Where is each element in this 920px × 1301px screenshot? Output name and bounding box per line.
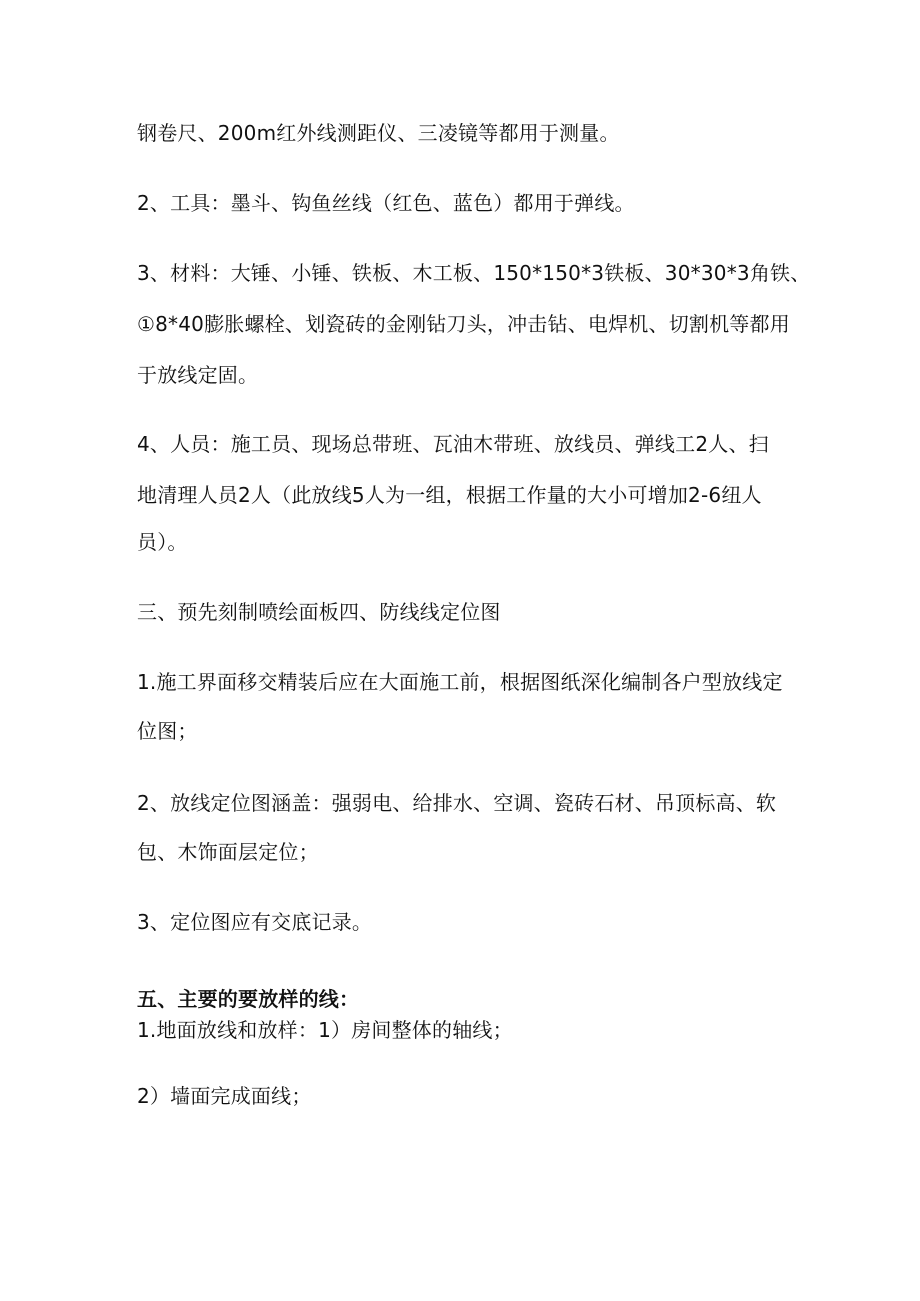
text-line-wall-finish-line: 2）墙面完成面线； [137,1084,312,1108]
text-line-materials: 3、材料：大锤、小锤、铁板、木工板、150*150*3铁板、30*30*3角铁、 [137,261,811,285]
text-line-positioning-map-item-2: 2、放线定位图涵盖：强弱电、给排水、空调、瓷砖石材、吊顶标高、软 [137,791,777,815]
text-line-positioning-map-item-1-end: 位图； [137,719,198,743]
text-line-positioning-map-item-3: 3、定位图应有交底记录。 [137,910,373,934]
text-line-positioning-map-item-1: 1.施工界面移交精装后应在大面施工前，根据图纸深化编制各户型放线定 [137,670,783,694]
text-line-positioning-map-item-2-end: 包、木饰面层定位； [137,840,319,864]
section-heading-main-lines: 五、主要的要放样的线： [137,987,360,1011]
text-line-personnel-continued: 地清理人员2人（此放线5人为一组，根据工作量的大小可增加2-6纽人 [137,483,762,507]
text-line-floor-layout: 1.地面放线和放样：1）房间整体的轴线； [137,1018,513,1042]
text-line-materials-end: 于放线定固。 [137,363,259,387]
text-line-personnel-end: 员）。 [137,530,188,554]
text-line-personnel: 4、人员：施工员、现场总带班、瓦油木带班、放线员、弹线工2人、扫 [137,432,769,456]
text-line-tools: 2、工具：墨斗、钩鱼丝线（红色、蓝色）都用于弹线。 [137,191,635,215]
section-heading-positioning-map: 三、预先刻制喷绘面板四、防线线定位图 [137,600,501,624]
text-line-measuring-tools: 钢卷尺、200m红外线测距仪、三凌镜等都用于测量。 [137,121,620,145]
text-line-materials-continued: ①8*40膨胀螺栓、划瓷砖的金刚钻刀头，冲击钻、电焊机、切割机等都用 [137,312,790,336]
